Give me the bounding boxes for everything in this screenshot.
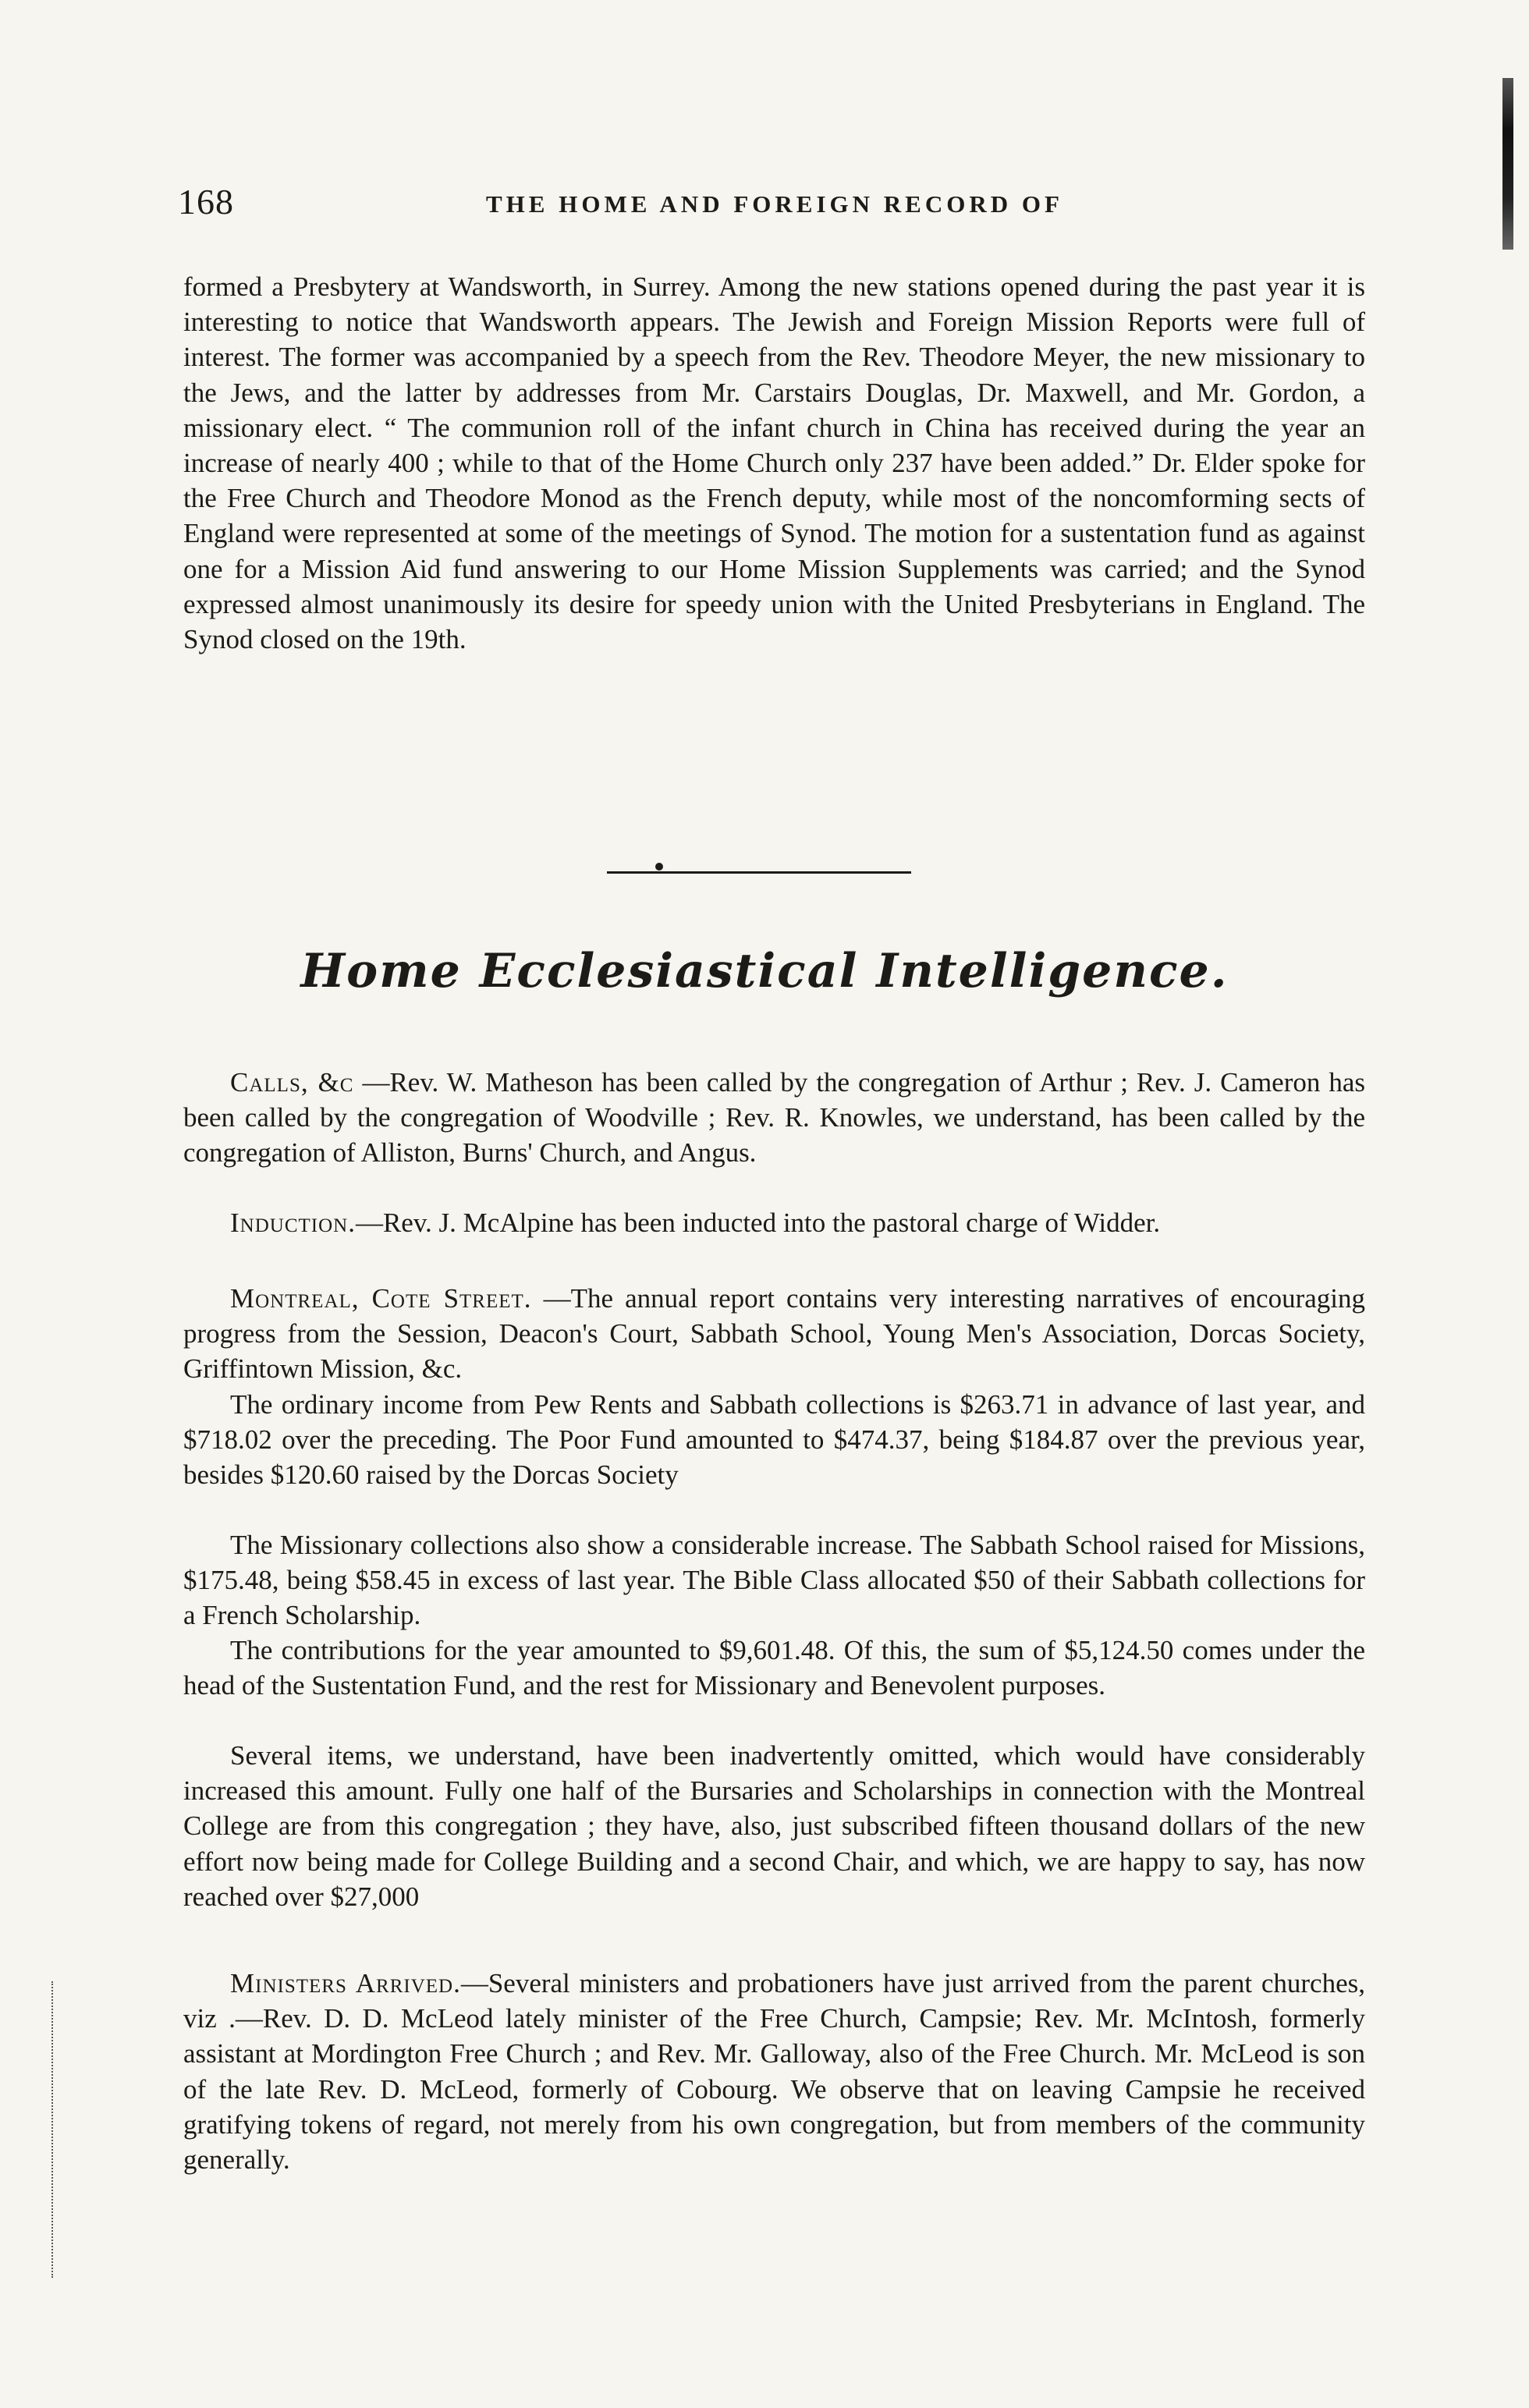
margin-mark	[51, 1981, 58, 2278]
section-divider	[607, 871, 911, 874]
montreal-text: —The annual report contains very interesting narratives of encouraging progress from the Session, Deacon's Court, Sabbath School, Young Men's Association, Dorcas Society, Griffintown Mission, &c.	[183, 1283, 1366, 1385]
montreal-lead: Montreal, Cote Street.	[230, 1283, 532, 1314]
ministers-arrived-paragraph	[183, 1966, 1365, 2177]
contributions-paragraph: The contributions for the year amounted to $9,601.48. Of this, the sum of $5,124.50 comes under the head of the Sustentation Fund, and the rest for Missionary and Benevolent purposes.	[183, 1635, 1365, 1701]
montreal-paragraph	[183, 1281, 1365, 1387]
section-title: Home Ecclesiastical Intelligence.	[300, 944, 1229, 998]
induction-paragraph	[183, 1205, 1365, 1240]
divider-dot	[655, 863, 663, 871]
ministers-arrived-lead: Ministers Arrived.	[230, 1968, 461, 1998]
running-head: THE HOME AND FOREIGN RECORD OF	[486, 190, 1063, 218]
calls-lead: Calls, &c	[230, 1067, 354, 1098]
ministers-arrived-text: —Several ministers and probationers have just arrived from the parent churches, viz .—Rev. D. D. McLeod lately minister of the Free Church, Campsie; Rev. Mr. McIntosh, formerly assistant at Mordington Free Church ; and Rev. Mr. Galloway, also of the Free Church. Mr. McLeod is son of the late Rev. D. McLeod, formerly of Cobourg. We observe that on leaving Campsie he received gratifying tokens of regard, not merely from his own congregation, but from members of the community generally.	[183, 1968, 1365, 2176]
intro-paragraph: formed a Presbytery at Wandsworth, in Surrey. Among the new stations opened during the past year it is interesting to notice that Wandsworth appears. The Jewish and Foreign Mission Reports were full of interest. The former was accompanied by a speech from the Rev. Theodore Meyer, the new missionary to the Jews, and the latter by addresses from Mr. Carstairs Douglas, Dr. Maxwell, and Mr. Gordon, a missionary elect. “ The communion roll of the infant church in China has received during the year an increase of nearly 400 ; while to that of the Home Church only 237 have been added.” Dr. Elder spoke for the Free Church and Theodore Monod as the French deputy, while most of the noncomforming sects of England were represented at some of the meetings of Synod. The motion for a sustentation fund as against one for a Mission Aid fund answering to our Home Mission Supplements was carried; and the Synod expressed almost unanimously its desire for speedy union with the United Presbyterians in England. The Synod closed on the 19th.	[183, 271, 1365, 655]
calls-text: —Rev. W. Matheson has been called by the congregation of Arthur ; Rev. J. Cameron has been called by the congregation of Woodville ; Rev. R. Knowles, we understand, has been called by the congregation of Alliston, Burns' Church, and Angus.	[183, 1067, 1365, 1169]
page-number: 168	[178, 182, 234, 222]
missionary-collections-paragraph: The Missionary collections also show a considerable increase. The Sabbath School raised for Missions, $175.48, being $58.45 in excess of last year. The Bible Class allocated $50 of their Sabbath collections for a French Scholarship.	[183, 1530, 1365, 1631]
induction-text: —Rev. J. McAlpine has been inducted into the pastoral charge of Widder.	[355, 1208, 1161, 1238]
calls-paragraph	[183, 1065, 1365, 1171]
ordinary-income-paragraph: The ordinary income from Pew Rents and Sabbath collections is $263.71 in advance of last year, and $718.02 over the preceding. The Poor Fund amounted to $474.37, being $184.87 over the previous year, besides $120.60 raised by the Dorcas Society	[183, 1389, 1365, 1491]
scan-edge-mark	[1502, 78, 1513, 250]
several-items-paragraph: Several items, we understand, have been inadvertently omitted, which would have considerably increased this amount. Fully one half of the Bursaries and Scholarships in connection with the Montreal College are from this congregation ; they have, also, just subscribed fifteen thousand dollars of the new effort now being made for College Building and a second Chair, and which, we are happy to say, has now reached over $27,000	[183, 1740, 1365, 1912]
page-header	[178, 181, 1371, 228]
induction-lead: Induction.	[230, 1208, 356, 1238]
